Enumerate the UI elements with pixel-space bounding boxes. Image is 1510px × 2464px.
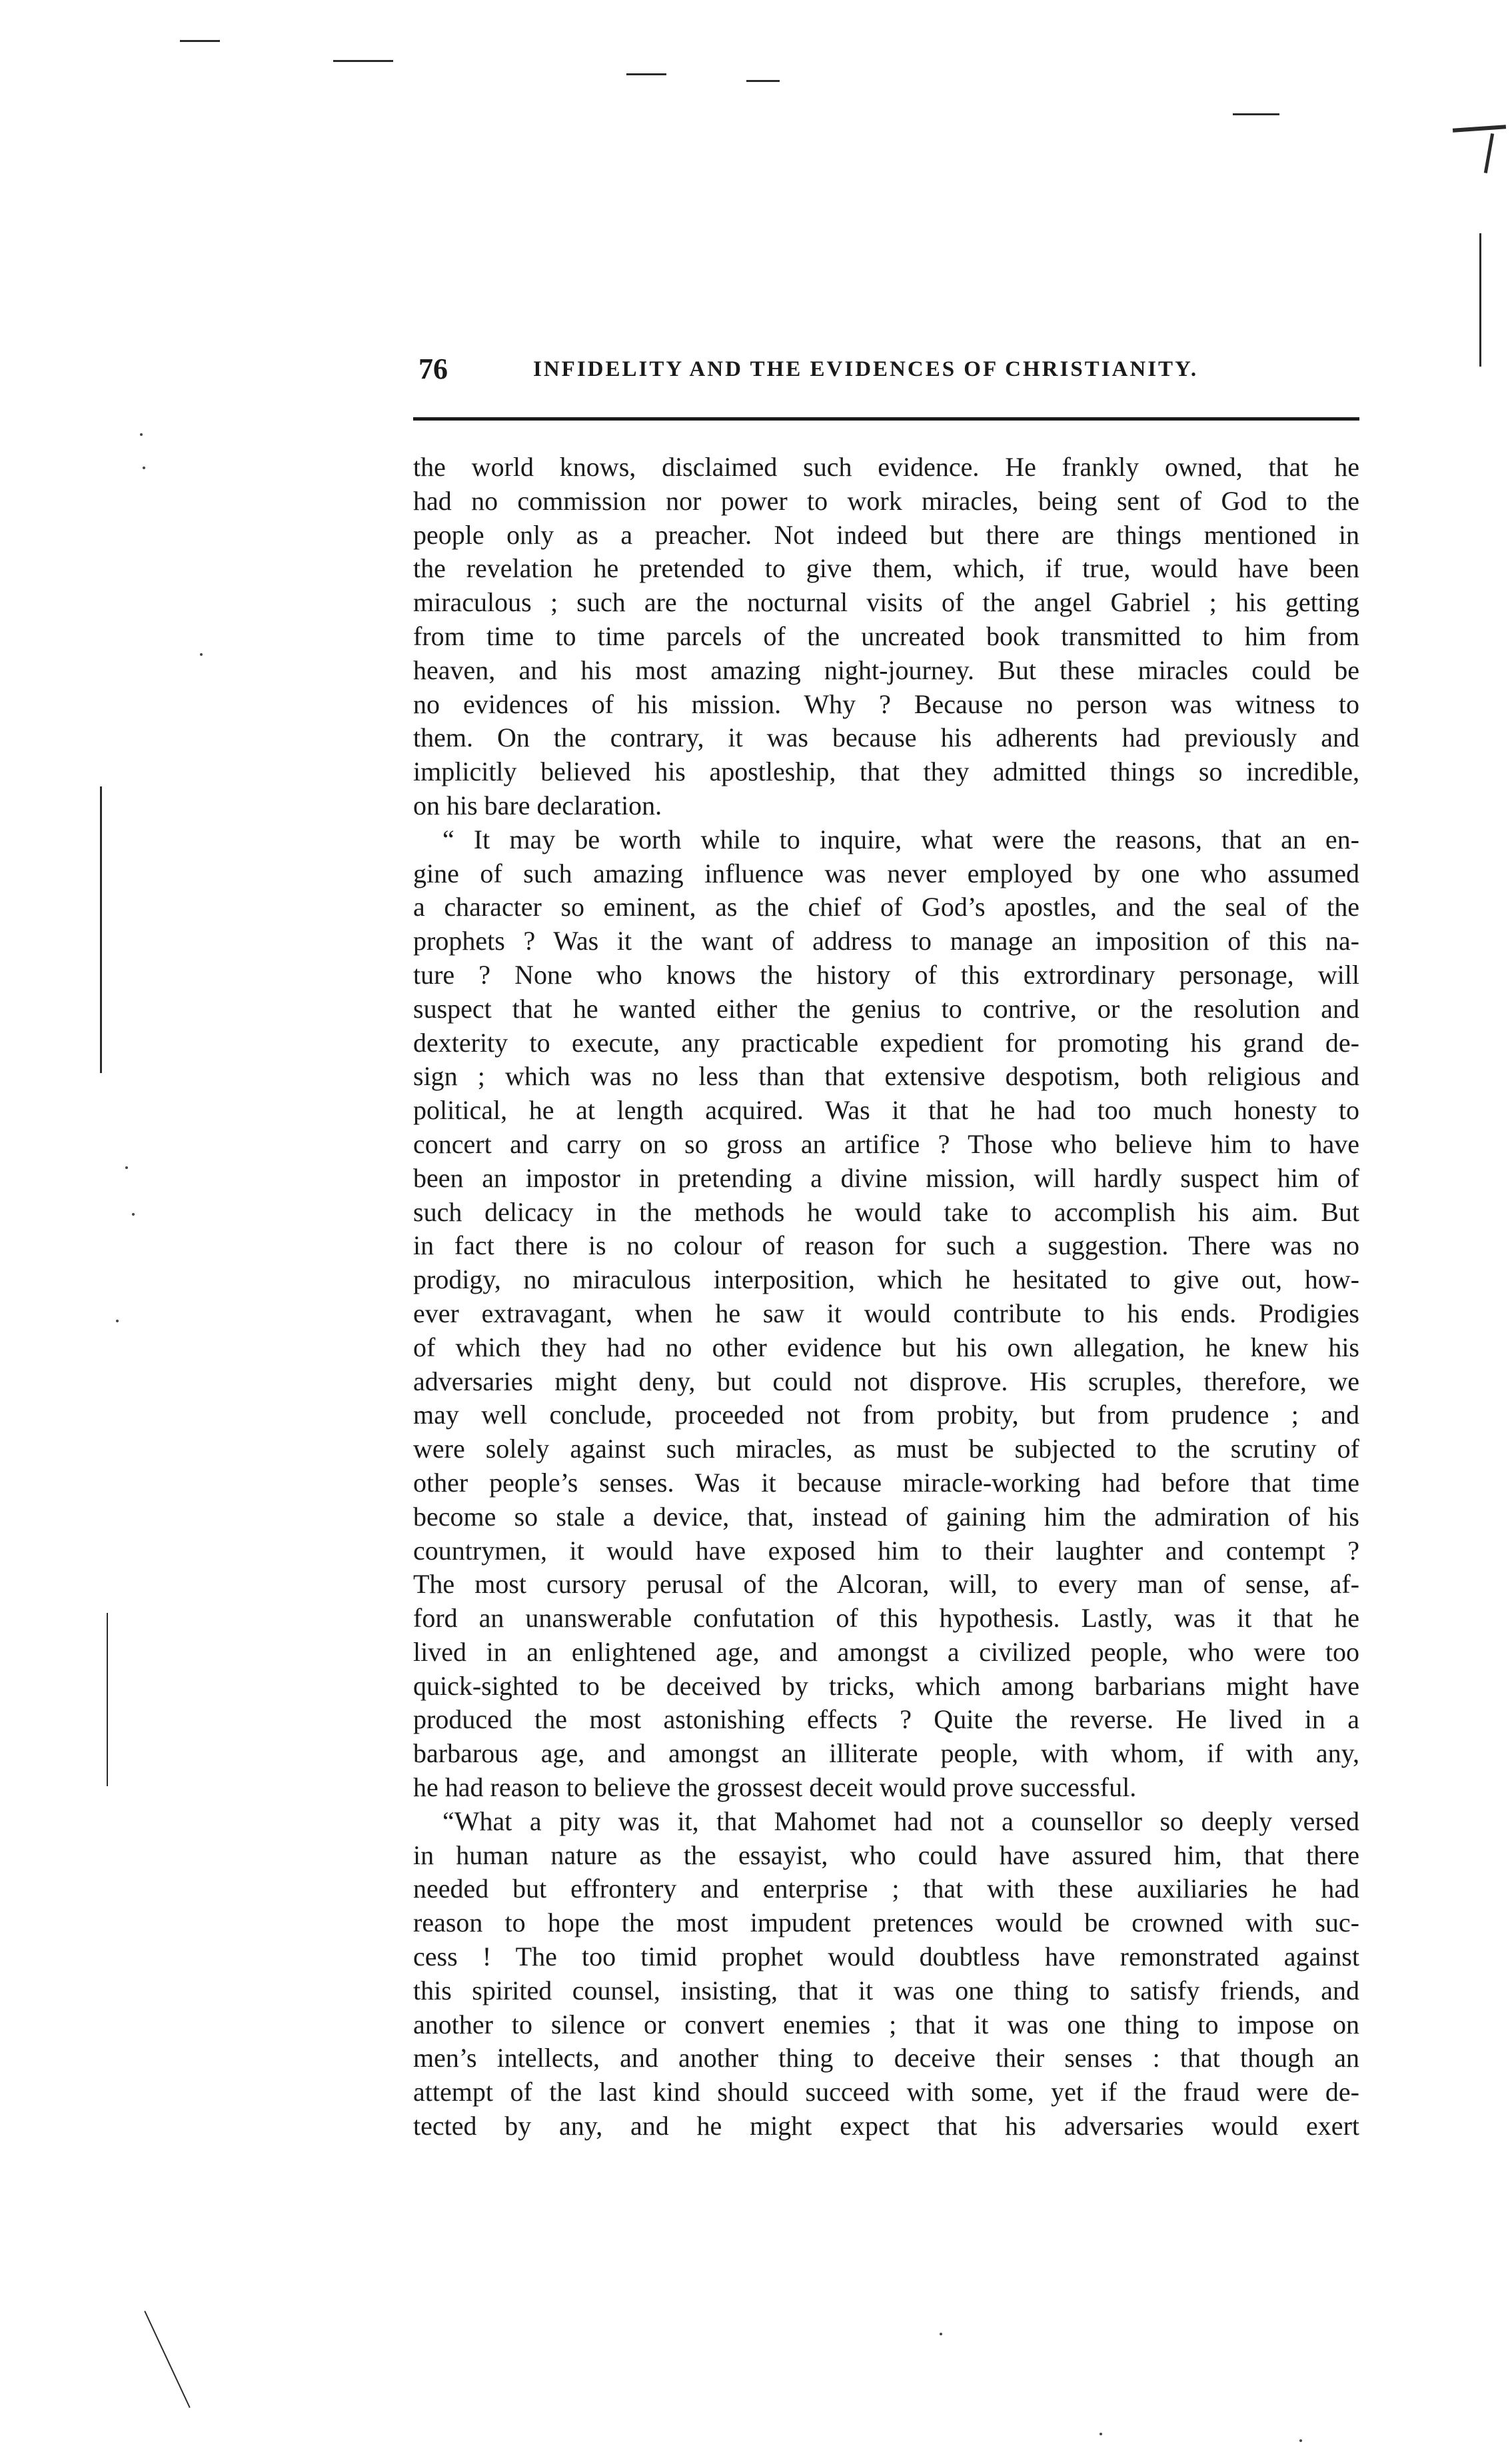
text-line: such delicacy in the methods he would take to accomplish his aim. But (413, 1196, 1359, 1227)
scan-artifact (1233, 113, 1279, 115)
text-line: tected by any, and he might expect that his adversaries would exert (413, 2111, 1359, 2141)
text-line: dexterity to execute, any practicable expedient for promoting his grand de- (413, 1027, 1359, 1058)
text-line: in fact there is no colour of reason for such a suggestion. There was no (413, 1230, 1359, 1261)
text-line: ever extravagant, when he saw it would contribute to his ends. Prodigies (413, 1298, 1359, 1328)
text-line: a character so eminent, as the chief of God’s apostles, and the seal of the (413, 892, 1359, 922)
page-number: 76 (418, 353, 448, 385)
text-line: men’s intellects, and another thing to deceive their senses : that though an (413, 2043, 1359, 2073)
running-head: INFIDELITY AND THE EVIDENCES OF CHRISTIANITY. (533, 357, 1199, 381)
text-line: of which they had no other evidence but his own allegation, he knew his (413, 1332, 1359, 1362)
text-line: heaven, and his most amazing night-journey. But these miracles could be (413, 654, 1359, 685)
text-line: concert and carry on so gross an artifice ? Those who believe him to have (413, 1128, 1359, 1159)
scan-artifact (746, 80, 780, 82)
text-line: prodigy, no miraculous interposition, which he hesitated to give out, how- (413, 1264, 1359, 1295)
body-text (413, 451, 1359, 2143)
scan-speck (1299, 2439, 1302, 2442)
text-line: from time to time parcels of the uncreated book transmitted to him from (413, 620, 1359, 651)
text-line: adversaries might deny, but could not disprove. His scruples, therefore, we (413, 1366, 1359, 1396)
header-rule (413, 417, 1359, 421)
text-line: may well conclude, proceeded not from probity, but from prudence ; and (413, 1400, 1359, 1430)
text-line: ture ? None who knows the history of this extrordinary personage, will (413, 959, 1359, 990)
scan-artifact (1453, 125, 1506, 133)
text-line: other people’s senses. Was it because miracle-working had before that time (413, 1467, 1359, 1498)
text-line: prophets ? Was it the want of address to manage an imposition of this na- (413, 926, 1359, 956)
scan-speck (143, 467, 145, 469)
scan-artifact (100, 786, 102, 1073)
text-line: needed but effrontery and enterprise ; that with these auxiliaries he had (413, 1873, 1359, 1904)
text-line: “What a pity was it, that Mahomet had not a counsellor so deeply versed (442, 1806, 1359, 1836)
scan-artifact (180, 40, 220, 42)
text-line: The most cursory perusal of the Alcoran, will, to every man of sense, af- (413, 1569, 1359, 1600)
scan-speck (132, 1213, 135, 1216)
text-line: cess ! The too timid prophet would doubtless have remonstrated against (413, 1941, 1359, 1972)
text-line: ford an unanswerable confutation of this hypothesis. Lastly, was it that he (413, 1603, 1359, 1634)
text-line: were solely against such miracles, as must be subjected to the scrutiny of (413, 1434, 1359, 1464)
text-line: he had reason to believe the grossest deceit would prove successful. (413, 1772, 1137, 1803)
scan-artifact (107, 1613, 108, 1786)
text-line: quick-sighted to be deceived by tricks, which among barbarians might have (413, 1670, 1359, 1701)
text-line: become so stale a device, that, instead of gaining him the admiration of his (413, 1501, 1359, 1532)
page-header (413, 352, 1359, 392)
text-line: “ It may be worth while to inquire, what were the reasons, that an en- (442, 824, 1359, 854)
text-line: reason to hope the most impudent pretences would be crowned with suc- (413, 1907, 1359, 1938)
text-line: been an impostor in pretending a divine mission, will hardly suspect him of (413, 1162, 1359, 1193)
scan-artifact (1479, 233, 1481, 367)
text-line: the revelation he pretended to give them, which, if true, would have been (413, 553, 1359, 584)
text-line: barbarous age, and amongst an illiterate people, with whom, if with any, (413, 1738, 1359, 1769)
text-line: them. On the contrary, it was because his adherents had previously and (413, 722, 1359, 753)
text-line: sign ; which was no less than that extensive despotism, both religious and (413, 1061, 1359, 1092)
text-line: had no commission nor power to work miracles, being sent of God to the (413, 485, 1359, 516)
text-line: on his bare declaration. (413, 790, 662, 820)
text-line: attempt of the last kind should succeed with some, yet if the fraud were de- (413, 2077, 1359, 2107)
scan-speck (140, 433, 143, 436)
scan-speck (125, 1166, 128, 1169)
text-line: suspect that he wanted either the genius to contrive, or the resolution and (413, 993, 1359, 1024)
text-line: miraculous ; such are the nocturnal visits of the angel Gabriel ; his getting (413, 587, 1359, 618)
text-line: gine of such amazing influence was never employed by one who assumed (413, 858, 1359, 888)
scan-artifact (626, 73, 666, 75)
text-line: in human nature as the essayist, who could have assured him, that there (413, 1840, 1359, 1870)
text-line: lived in an enlightened age, and amongst a civilized people, who were too (413, 1636, 1359, 1667)
text-line: another to silence or convert enemies ; that it was one thing to impose on (413, 2009, 1359, 2039)
text-line: this spirited counsel, insisting, that it was one thing to satisfy friends, and (413, 1975, 1359, 2005)
scan-speck (200, 653, 203, 656)
scan-speck (940, 2333, 942, 2335)
text-line: countrymen, it would have exposed him to their laughter and contempt ? (413, 1535, 1359, 1566)
text-line: implicitly believed his apostleship, that they admitted things so incredible, (413, 756, 1359, 787)
text-line: people only as a preacher. Not indeed but there are things mentioned in (413, 519, 1359, 550)
scan-speck (116, 1320, 119, 1322)
scan-artifact (333, 60, 393, 62)
text-line: no evidences of his mission. Why ? Because no person was witness to (413, 688, 1359, 719)
text-line: the world knows, disclaimed such evidence. He frankly owned, that he (413, 452, 1359, 482)
text-line: political, he at length acquired. Was it that he had too much honesty to (413, 1095, 1359, 1126)
text-line: produced the most astonishing effects ? Quite the reverse. He lived in a (413, 1704, 1359, 1735)
scan-artifact (144, 2311, 190, 2408)
scan-artifact (1484, 133, 1494, 173)
scan-speck (1100, 2433, 1102, 2435)
